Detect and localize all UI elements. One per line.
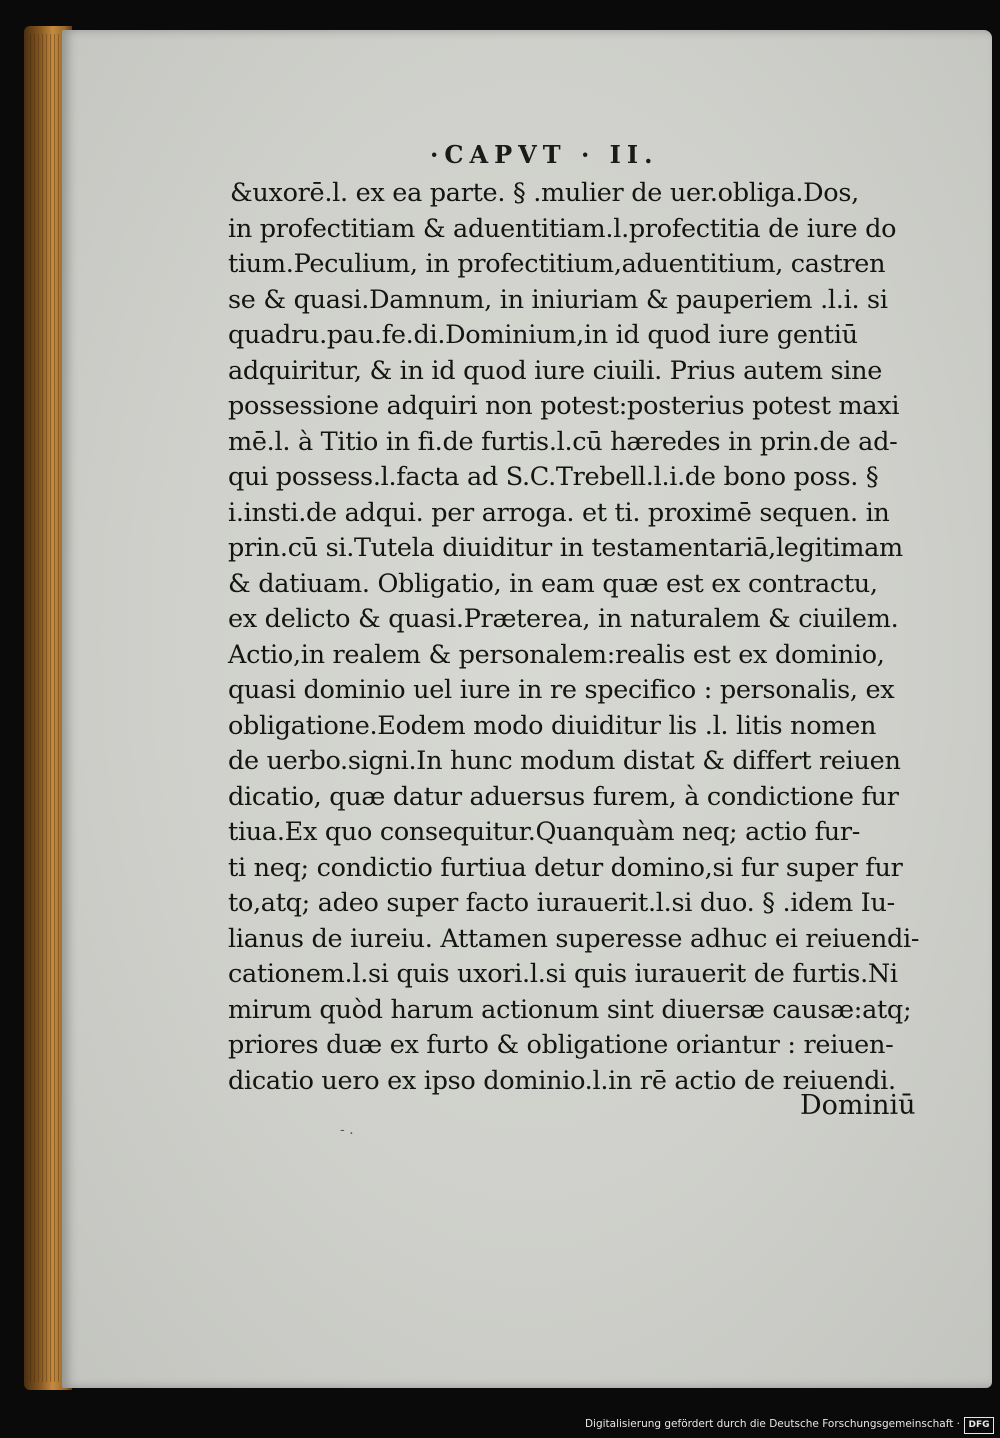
footer-credit: Digitalisierung gefördert durch die Deutsche Forschungsgemeinschaft · [584,1418,960,1430]
text-line: ti neq; condictio furtiua detur domino,si fur super fur [228,852,903,883]
text-line: Actio,in realem & personalem:realis est ex dominio, [228,639,885,670]
text-line: de uerbo.signi.In hunc modum distat & differt reiuen [228,746,901,776]
dfg-logo-icon: DFG [964,1417,994,1434]
text-line: priores duæ ex furto & obligatione oriantur : reiuen- [228,1030,894,1060]
text-line: obligatione.Eodem modo diuiditur lis .l. litis nomen [228,710,877,741]
text-line: lianus de iureiu. Attamen superesse adhuc ei reiuendi- [228,923,920,954]
catchword: Dominiū [800,1090,916,1121]
text-line: &uxorē.l. ex ea parte. § .mulier de uer.obliga.Dos, [230,178,859,208]
text-line: cationem.l.si quis uxori.l.si quis iurauerit de furtis.Ni [228,959,898,989]
text-line: mē.l. à Titio in fi.de furtis.l.cū hæredes in prin.de ad- [228,426,898,457]
ink-smudge: - . [340,1122,354,1138]
text-line: dicatio, quæ datur aduersus furem, à condictione fur [228,781,899,812]
text-line: dicatio uero ex ipso dominio.l.in rē actio de reiuendi. [228,1065,896,1096]
text-line: i.insti.de adqui. per arroga. et ti. proximē sequen. in [228,497,890,528]
text-line: quadru.pau.fe.di.Dominium,in id quod iure gentiū [228,320,858,350]
digitization-footer [0,1414,1000,1438]
text-line: prin.cū si.Tutela diuiditur in testamentariā,legitimam [228,533,903,563]
text-line: tiua.Ex quo consequitur.Quanquàm neq; actio fur- [228,817,861,847]
running-head: ·CAPVT · II. [430,140,659,169]
text-line: quasi dominio uel iure in re specifico : personalis, ex [228,675,895,705]
text-line: possessione adquiri non potest:posterius potest maxi [228,391,900,421]
text-block [228,176,928,1099]
text-line: ex delicto & quasi.Præterea, in naturalem & ciuilem. [228,604,899,634]
text-line: tium.Peculium, in profectitium,aduentitium, castren [228,249,886,279]
text-line: adquiritur, & in id quod iure ciuili. Prius autem sine [228,355,883,386]
text-line: & datiuam. Obligatio, in eam quæ est ex contractu, [228,568,878,599]
text-line: qui possess.l.facta ad S.C.Trebell.l.i.de bono poss. § [228,462,879,492]
text-line: se & quasi.Damnum, in iniuriam & pauperiem .l.i. si [228,284,888,315]
book-edge-pages [30,34,64,1382]
text-line: in profectitiam & aduentitiam.l.profectitia de iure do [228,213,897,244]
text-line: mirum quòd harum actionum sint diuersæ causæ:atq; [228,994,912,1025]
text-line: to,atq; adeo super facto iurauerit.l.si duo. § .idem Iu- [228,888,895,918]
